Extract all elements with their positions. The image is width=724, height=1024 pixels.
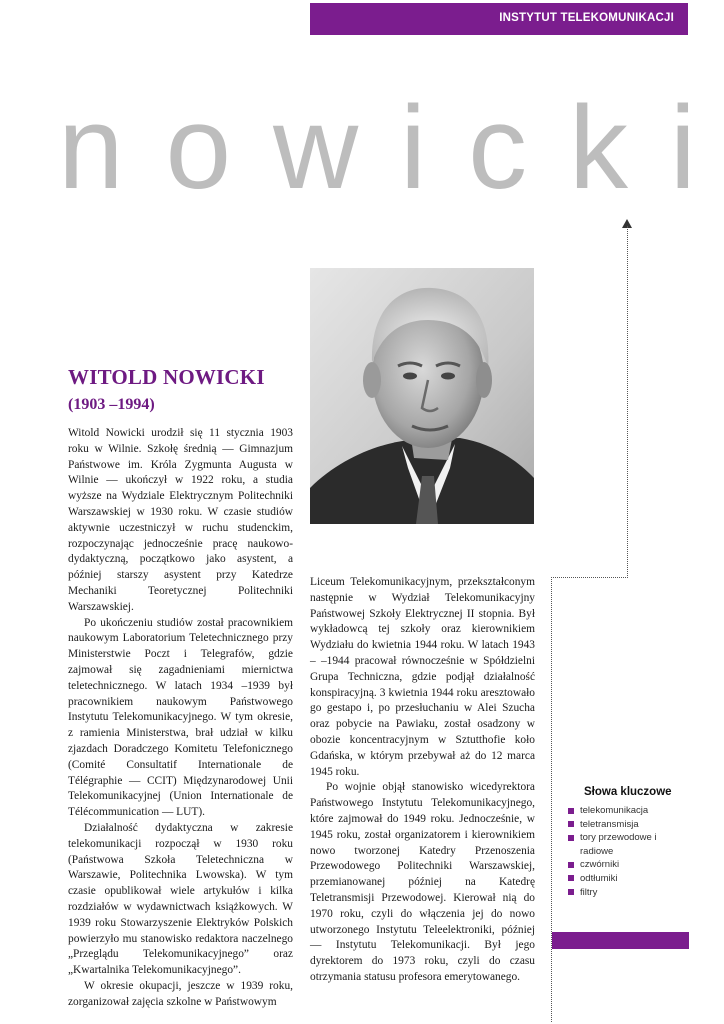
keyword-item: czwórniki <box>568 858 690 872</box>
paragraph: Po wojnie objął stanowisko wicedyrektora Państwowego Instytutu Telekomunikacyjnego, które zajmował do 1949 roku. Jednocześnie, w 1945 roku, został organizatorem i kierownikiem nowo tworzonej Katedry Przenoszenia Przewodowego Politechniki Warszawskiej, przemianowanej później na Katedrę Teletransmisji Przewodowej. Kierował nią do 1970 roku, czyli do włączenia jej do nowo utworzonego Instytutu Teleelektroniki, później — Instytutu Telekomunikacji. Był jego dyrektorem do 1973 roku, czyli do czasu otrzymania statusu profesora emerytowanego. <box>310 781 535 983</box>
keywords-title: Słowa kluczowe <box>584 786 672 798</box>
dotted-connector-horizontal <box>551 577 628 578</box>
paragraph: W okresie okupacji, jeszcze w 1939 roku, zorganizował zajęcia szkolne w Państwowym <box>68 979 293 1008</box>
header-label: INSTYTUT TELEKOMUNIKACJI <box>499 12 674 24</box>
big-surname-letter: c <box>468 82 530 214</box>
portrait-photo <box>310 268 534 524</box>
person-name-heading: WITOLD NOWICKI <box>68 365 265 389</box>
big-surname-letter: i <box>669 82 698 214</box>
header-bar <box>310 3 688 35</box>
big-surname-letter: o <box>165 82 234 214</box>
big-surname-letter: i <box>400 82 429 214</box>
keyword-item: filtry <box>568 886 690 900</box>
paragraph: Po ukończeniu studiów został pracownikiem naukowym Laboratorium Teletechnicznego przy Ministerstwie Poczt i Telegrafów, gdzie zajmował się zagadnieniami miernictwa teletechnicznego. W latach 1934 –1939 był pracownikiem naukowym Państwowego Instytutu Telekomunikacyjnego. W tym okresie, z ramienia Ministerstwa, brał udział w kilku zjazdach Doradczego Komitetu Telefonicznego (Comité Consultatif Internationale de Télégraphie — CCIT) Międzynarodowej Unii Telekomunikacyjnej (Union Internationale de Télécommunication — LUT). <box>68 616 293 819</box>
paragraph: Witold Nowicki urodził się 11 stycznia 1903 roku w Wilnie. Szkołę średnią — Gimnazjum Państwowe im. Króla Zygmunta Augusta w Wilnie — ukończył w 1922 roku, a studia wyższe na Wydziale Elektrycznym Politechniki Warszawskiej w 1930 roku. W czasie studiów aktywnie uczestniczył w ruchu studenckim, rozpoczynając jednocześnie pracę naukowo-dydaktyczną, początkowo jako asystent, a później starszy asystent przy Katedrze Mechaniki Teoretycznej Politechniki Warszawskiej. <box>68 427 293 613</box>
dotted-connector-vertical <box>627 226 628 578</box>
text-column-right <box>310 575 535 986</box>
keyword-item: telekomunikacja <box>568 804 690 818</box>
bottom-accent-bar <box>552 932 689 949</box>
keyword-item: tory przewodowe i radiowe <box>568 831 690 858</box>
paragraph: Działalność dydaktyczna w zakresie telekomunikacji rozpoczął w 1930 roku (Państwowa Szkoła Teletechniczna w Warszawie, Politechnika Lwowska). W tym czasie opublikował wiele artykułów i kilka rozdziałów w wydawnictwach książkowych. W 1939 roku Stowarzyszenie Elektryków Polskich powierzyło mu stanowisko redaktora naczelnego „Przeglądu Telekomunikacyjnego” oraz „Kwartalnika Telekomunikacyjnego”. <box>68 821 293 977</box>
text-column-left <box>68 426 293 1010</box>
dotted-connector-lower <box>551 577 552 1022</box>
big-surname-letter: k <box>568 82 630 214</box>
big-surname <box>58 78 698 218</box>
keywords-list <box>568 804 690 899</box>
paragraph: Liceum Telekomunikacyjnym, przekształconym następnie w Wydział Telekomunikacyjny Państwowej Szkoły Elektrycznej II stopnia. Był wykładowcą tej szkoły oraz kierownikiem Wydziału do kwietnia 1944 roku. W latach 1943 – –1944 pracował równocześnie w Spółdzielni Grupa Techniczna, gdzie podjął działalność konspiracyjną. 3 kwietnia 1944 roku aresztowało go gestapo i, po przesłuchaniu w Alei Szucha oraz pobycie na Pawiaku, został osadzony w obozie koncentracyjnym w Sztutthofie koło Gdańska, w którym przebywał aż do 12 marca 1945 roku. <box>310 576 535 778</box>
keyword-item: teletransmisja <box>568 818 690 832</box>
portrait-illustration <box>310 268 534 524</box>
keyword-item: odtłumiki <box>568 872 690 886</box>
life-years: (1903 –1994) <box>68 396 155 413</box>
big-surname-letter: n <box>58 82 126 214</box>
big-surname-letter: w <box>272 82 361 214</box>
